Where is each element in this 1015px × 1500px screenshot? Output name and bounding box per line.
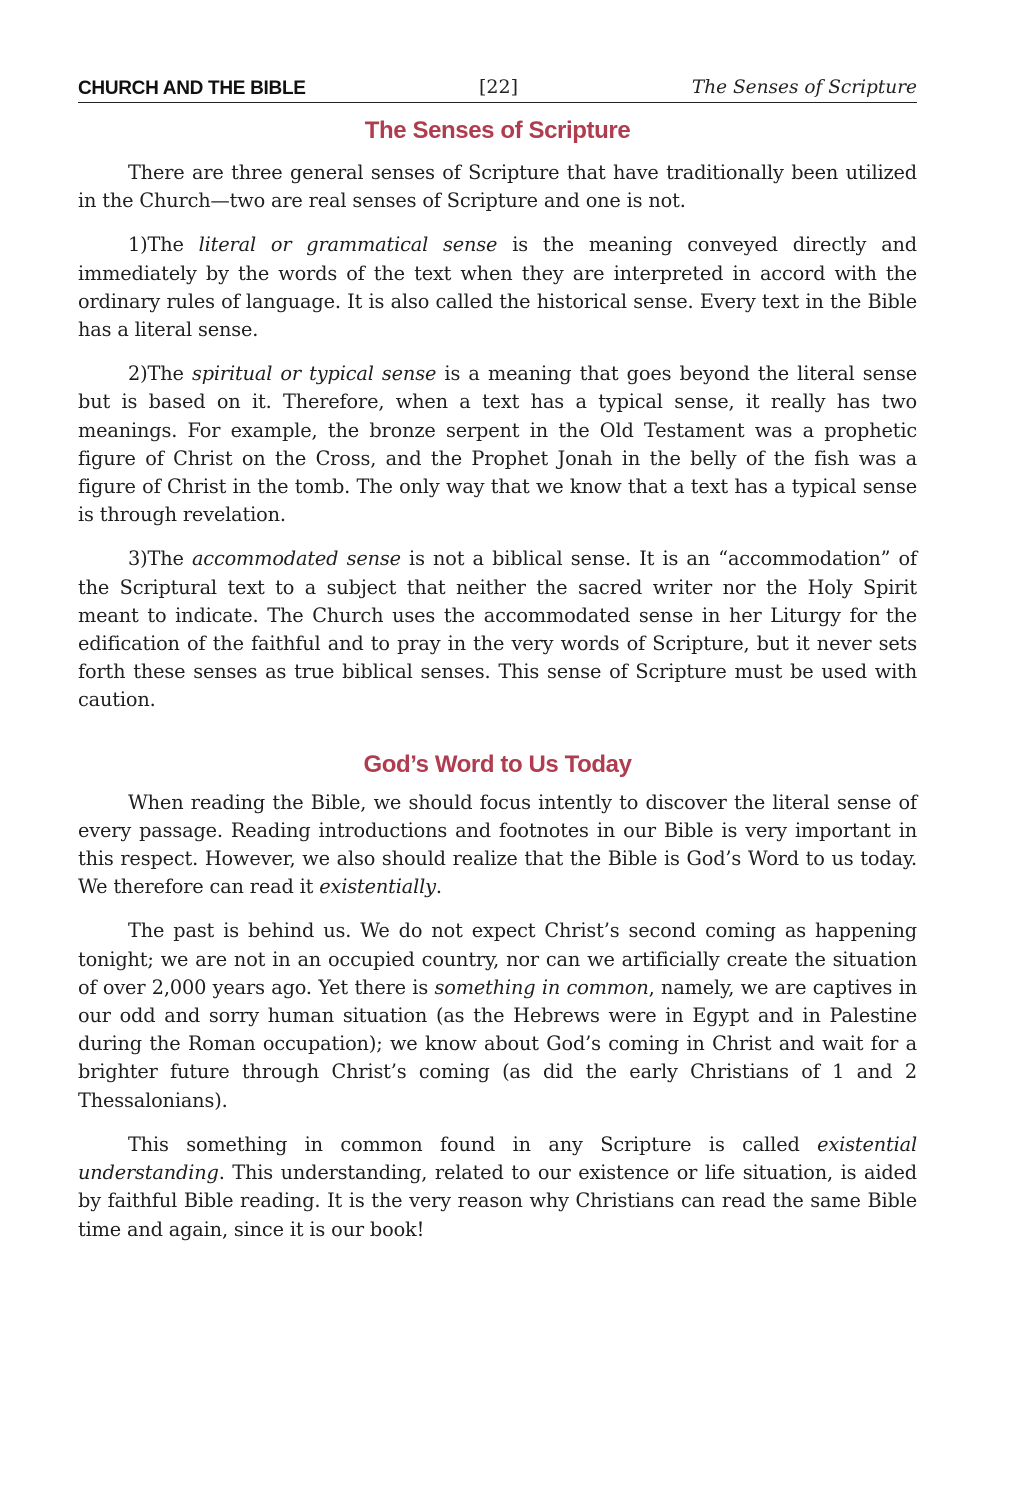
term-something-in-common: something in common bbox=[434, 975, 649, 999]
item-number: 1) bbox=[128, 233, 148, 257]
accommodated-sense-paragraph: 3)The accommodated sense is not a biblical sense. It is an “accommodation” of the Scriptural text to a subject that neither the sacred writer nor the Holy Spirit meant to indicate. The Church uses the accommodated sense in her Liturgy for the edification of the faithful and to pray in the very words of Scripture, but it never sets forth these senses as true biblical senses. This sense of Scripture must be used with caution. bbox=[78, 547, 918, 712]
spiritual-sense-paragraph: 2)The spiritual or typical sense is a meaning that goes beyond the literal sense but is based on it. Therefore, when a text has a typical sense, it really has two meanings. For example, the bronze serpent in the Old Testament was a prophetic figure of Christ on the Cross, and the Prophet Jonah in the belly of the fish was a figure of Christ in the tomb. The only way that we know that a text has a typical sense is through revelation. bbox=[78, 362, 917, 527]
literal-sense-paragraph: 1)The literal or grammatical sense is the meaning conveyed directly and immediately by the words of the text when they are interpreted in accord with the ordinary rules of language. It is also called the historical sense. Every text in the Bible has a literal sense. bbox=[78, 233, 918, 342]
running-header bbox=[78, 74, 917, 103]
term-spiritual-sense: spiritual or typical sense bbox=[191, 362, 437, 386]
existential-understanding-paragraph: This something in common found in any Scripture is called existential understanding. This understanding, related to our existence or life situation, is aided by faithful Bible reading. It is the very reason why Christians can read the same Bible time and again, since it is our book! bbox=[78, 1132, 917, 1241]
term-existentially: existentially bbox=[319, 875, 436, 899]
section-heading-gods-word: God’s Word to Us Today bbox=[363, 750, 632, 778]
book-title: CHURCH AND THE BIBLE bbox=[78, 78, 306, 99]
item-number: 2) bbox=[128, 362, 148, 386]
reading-bible-paragraph: When reading the Bible, we should focus intently to discover the literal sense of every passage. Reading introductions and footnotes in our Bible is very important in this respect. However, we also should realize that the Bible is God’s Word to us today. We therefore can read it existentially. bbox=[78, 790, 917, 899]
page bbox=[78, 74, 917, 1244]
page-number: [22] bbox=[479, 76, 519, 98]
section-heading-senses: The Senses of Scripture bbox=[364, 117, 631, 144]
past-behind-us-paragraph: The past is behind us. We do not expect Christ’s second coming as happening tonight; we are not in an occupied country, nor can we artificially create the situation of over 2,000 years ago. Yet there is something in common, namely, we are captives in our odd and sorry human situation (as the Hebrews were in Egypt and in Palestine during the Roman occupation); we know about God’s coming in Christ and wait for a brighter future through Christ’s coming (as did the early Christians of 1 and 2 Thessalonians). bbox=[78, 919, 917, 1112]
chapter-title: The Senses of Scripture bbox=[691, 77, 917, 98]
item-number: 3) bbox=[128, 547, 148, 571]
term-existential-understanding: existential understanding bbox=[78, 1132, 917, 1185]
intro-paragraph: There are three general senses of Scripture that have traditionally been utilized in the Church—two are real senses of Scripture and one is not. bbox=[78, 161, 917, 213]
term-literal-sense: literal or grammatical sense bbox=[198, 233, 498, 257]
term-accommodated-sense: accommodated sense bbox=[191, 547, 401, 571]
